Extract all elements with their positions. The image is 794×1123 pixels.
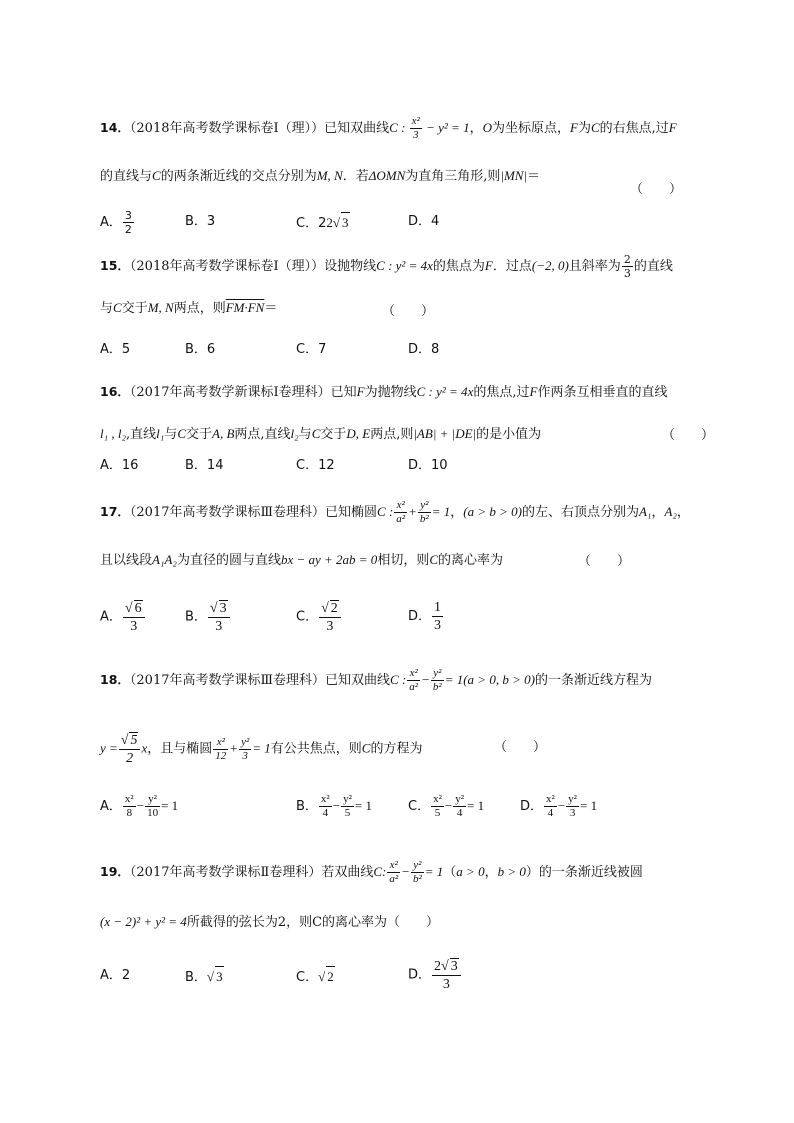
- math-var: C: [590, 120, 600, 135]
- choice-a: A．5: [100, 342, 131, 357]
- fraction: $\frac{√ 2}{3}$: [319, 600, 341, 634]
- text: 两点,则: [370, 427, 414, 442]
- math-expr: b > 0: [497, 864, 526, 879]
- math-var: F: [356, 384, 365, 399]
- text: 交于: [320, 427, 347, 442]
- math-expr: C:: [373, 864, 387, 879]
- text: 两点,直线: [234, 427, 291, 442]
- text: ．过点: [492, 259, 532, 274]
- question-14-line-1: 14．（2018年高考数学课标卷Ⅰ（理））已知双曲线C : $\frac{\text{x²}}{3}$ − y² = 1，O为坐标原点，F为C的右焦点,过F: [100, 115, 677, 141]
- fraction: $\frac{\text{y²}}{\text{b²}}$: [412, 859, 422, 885]
- math-var: F: [529, 384, 538, 399]
- choice-d: D． $\frac{1}{3}$: [408, 600, 442, 633]
- text: 的焦点为: [432, 259, 485, 274]
- fraction: $\frac{3}{2}$: [124, 209, 132, 236]
- text: 交于: [121, 301, 148, 316]
- math-var: A, B: [212, 426, 235, 441]
- text: ．若: [342, 169, 369, 184]
- choice-c: C．22√ 3: [296, 212, 350, 234]
- math-expr: |AB| + |DE|: [413, 426, 477, 441]
- text: 已知双曲线: [325, 673, 391, 688]
- math-var: l₁: [156, 426, 165, 441]
- math-var: C: [361, 740, 371, 756]
- text: 的右焦点,过: [599, 121, 669, 136]
- text: 已知椭圆: [325, 505, 378, 520]
- fraction: $\frac{\text{x²}}{\text{a²}}$: [396, 499, 406, 525]
- fraction: $\frac{\text{x²}}{\text{a²}}$: [389, 859, 399, 885]
- text: 的离心率为: [438, 553, 504, 568]
- text: 的两条渐近线的交点分别为: [160, 169, 317, 184]
- fraction: $\frac{\text{y²}}{4}$: [455, 793, 465, 819]
- text: ，: [469, 121, 483, 136]
- choice-c: C． $\frac{√ 2}{3}$: [296, 600, 342, 634]
- choice-b: B．3: [185, 214, 216, 229]
- text: 相切，则: [377, 553, 430, 568]
- choice-b: B．√ 3: [185, 966, 224, 988]
- math-expr: C : y² = 4x: [376, 258, 433, 273]
- text: 作两条互相垂直的直线: [537, 385, 668, 400]
- math-var: l₂: [290, 426, 299, 441]
- fraction: $\frac{2}{3}$: [623, 253, 631, 280]
- question-source: （2017年高考数学课标Ⅲ卷理科）: [129, 673, 326, 688]
- math-var: F: [570, 120, 578, 135]
- question-source: （2017年高考数学课标Ⅲ卷理科）: [129, 505, 326, 520]
- text: ,直线: [126, 427, 157, 442]
- text: 有公共焦点，则: [270, 741, 362, 757]
- fraction: $\frac{\text{x²}}{4}$: [320, 793, 330, 819]
- fraction: $\frac{√ 5}{2}$: [119, 732, 141, 766]
- text: 交于: [185, 427, 212, 442]
- fraction: $\frac{\text{y²}}{3}$: [241, 735, 250, 762]
- fraction: $\frac{\text{y²}}{5}$: [343, 793, 352, 819]
- question-number: 16．: [100, 384, 130, 399]
- math-expr: (a > b > 0): [463, 504, 522, 519]
- answer-paren: （ ）: [387, 915, 440, 930]
- question-14-line-2: [100, 166, 540, 187]
- math-expr: bx − ay + 2ab = 0: [280, 552, 378, 567]
- text: 为: [577, 121, 591, 136]
- fraction: $\frac{\text{x²}}{\text{a²}}$: [409, 667, 419, 693]
- fraction: $\frac{\text{x²}}{5}$: [433, 793, 442, 819]
- choice-a: A． $\frac{\text{x²}}{8}$ − $\frac{\text{y²}}{10}$ = 1: [100, 793, 179, 819]
- answer-paren: （ ）: [494, 740, 547, 755]
- math-var: D, E: [346, 426, 371, 441]
- text: 已知: [330, 385, 357, 400]
- choice-d: D．10: [408, 458, 448, 473]
- question-number: 19．: [100, 864, 130, 879]
- choice-c: C． $\frac{\text{x²}}{5}$ − $\frac{\text{y²}}{4}$ = 1: [408, 793, 485, 819]
- math-var: A₁A₂: [152, 552, 177, 567]
- question-19-line-1: 19．（2017年高考数学课标Ⅱ卷理科）若双曲线C: $\frac{\text{x²}}{\text{a²}}$ − $\frac{\text{y²}}{\text{b²}}$ = 1（a > 0，b > 0）的一条渐近线被圆: [100, 859, 643, 885]
- math-expr: C :: [390, 672, 407, 687]
- question-number: 18．: [100, 672, 130, 687]
- answer-paren: （ ）: [662, 428, 715, 443]
- question-16-line-1: [100, 382, 667, 403]
- question-number: 17．: [100, 504, 130, 519]
- answer-paren: （ ）: [578, 554, 631, 569]
- question-17-line-1: 17．（2017年高考数学课标Ⅲ卷理科）已知椭圆C : $\frac{\text{x²}}{\text{a²}}$ + $\frac{\text{y²}}{\text{b²}}$ = 1，(a > b > 0)的左、右顶点分别为A₁，A₂，: [100, 499, 690, 525]
- text: 与: [164, 427, 178, 442]
- question-16-line-2: [100, 424, 541, 445]
- choice-c: C．12: [296, 458, 335, 473]
- math-expr: = 1(a > 0, b > 0): [444, 672, 535, 687]
- math-var: O: [482, 120, 492, 135]
- fraction: $\frac{2√ 3}{3}$: [432, 958, 461, 992]
- text: ，: [651, 505, 665, 520]
- text: 已知双曲线: [324, 121, 390, 136]
- text: ，: [450, 505, 464, 520]
- text: 的直线与: [100, 169, 153, 184]
- fraction: $\frac{\text{x²}}{12}$: [215, 735, 227, 762]
- fraction: $\frac{\text{x²}}{8}$: [124, 793, 134, 819]
- math-expr: (−2, 0): [531, 258, 569, 273]
- text: ＝: [527, 169, 541, 184]
- math-var: x: [141, 740, 148, 756]
- text: 的焦点,过: [473, 385, 530, 400]
- text: （: [443, 865, 457, 880]
- fraction: $\frac{\text{y²}}{\text{b²}}$: [432, 667, 442, 693]
- question-15-line-1: [100, 254, 673, 279]
- math-expr: C :: [377, 504, 394, 519]
- fraction: $\frac{\text{y²}}{10}$: [147, 793, 159, 819]
- math-var: ΔOMN: [368, 168, 406, 183]
- math-var: M, N: [316, 168, 343, 183]
- question-source: （2018年高考数学课标卷Ⅰ（理））: [129, 121, 325, 136]
- choice-c: C．7: [296, 342, 327, 357]
- fraction: $\frac{\text{y²}}{3}$: [568, 793, 577, 819]
- question-18-line-1: 18．（2017年高考数学课标Ⅲ卷理科）已知双曲线C : $\frac{\text{x²}}{\text{a²}}$ − $\frac{\text{y²}}{\text{b²}}$ = 1(a > 0, b > 0)的一条渐近线方程为: [100, 667, 652, 693]
- fraction: $\frac{√ 3}{3}$: [208, 600, 230, 634]
- choice-d: D．8: [408, 342, 440, 357]
- choice-c: C．√ 2: [296, 966, 335, 988]
- math-expr: = 1: [424, 864, 444, 879]
- choice-d: D．4: [408, 214, 440, 229]
- choice-d: D． $\frac{2√ 3}{3}$: [408, 958, 462, 992]
- math-var: F: [668, 120, 677, 135]
- fraction: $\frac{\text{x²}}{3}$: [411, 115, 420, 141]
- math-var: M, N: [147, 300, 174, 315]
- math-expr: (x − 2)² + y² = 4: [100, 914, 187, 929]
- math-var: C: [177, 426, 186, 441]
- question-source: （2017年高考数学新课标Ⅰ卷理科）: [129, 385, 331, 400]
- fraction: $\frac{\text{y²}}{\text{b²}}$: [419, 499, 429, 525]
- question-17-line-2: [100, 550, 503, 571]
- math-var: A₂: [664, 504, 677, 519]
- question-number: 15．: [100, 258, 130, 273]
- math-var: l₁ , l₂: [100, 426, 127, 441]
- math-expr: − y² = 1: [422, 120, 470, 135]
- question-19-line-2: [100, 912, 439, 933]
- math-var: C: [152, 168, 161, 183]
- text: 设抛物线: [324, 259, 377, 274]
- choice-b: B．6: [185, 342, 216, 357]
- text: 且斜率为: [568, 259, 621, 274]
- choice-d: D． $\frac{\text{x²}}{4}$ − $\frac{\text{y²}}{3}$ = 1: [520, 793, 598, 819]
- text: 与: [298, 427, 312, 442]
- choice-a: A．16: [100, 458, 139, 473]
- choice-a: A． $\frac{√ 6}{3}$: [100, 600, 146, 634]
- math-expr: = 1: [431, 504, 451, 519]
- math-var: C: [311, 426, 321, 441]
- math-expr: = 1: [252, 740, 271, 756]
- text: ，且与椭圆: [147, 741, 213, 757]
- answer-paren: （ ）: [630, 182, 683, 197]
- choice-b: B． $\frac{√ 3}{3}$: [185, 600, 231, 634]
- fraction: $\frac{\text{x²}}{4}$: [546, 793, 555, 819]
- text: ，: [676, 505, 690, 520]
- text: 的左、右顶点分别为: [521, 505, 639, 520]
- answer-paren: （ ）: [382, 304, 435, 319]
- text: 为直径的圆与直线: [176, 553, 281, 568]
- math-var: F: [484, 258, 493, 273]
- text: 且以线段: [100, 553, 153, 568]
- math-expr: FM·FN: [225, 300, 265, 315]
- text: 的是小值为: [476, 427, 542, 442]
- text: 所截得的弦长为2，则C的离心率为: [186, 915, 388, 930]
- text: 的一条渐近线方程为: [534, 673, 652, 688]
- text: 与: [100, 301, 114, 316]
- question-15-line-2: [100, 298, 277, 319]
- text: 为直角三角形,则: [405, 169, 501, 184]
- fraction: $\frac{1}{3}$: [434, 600, 442, 633]
- math-var: A₁: [638, 504, 652, 519]
- math-expr: C : y² = 4x: [416, 384, 474, 399]
- choice-a: A．2: [100, 968, 131, 983]
- math-expr: y =: [100, 740, 118, 756]
- math-expr: |MN|: [500, 168, 528, 183]
- math-var: C: [389, 120, 398, 135]
- text: 的直线: [633, 259, 673, 274]
- text: 为坐标原点，: [491, 121, 570, 136]
- text: 若双曲线: [321, 865, 374, 880]
- math-var: C: [429, 552, 438, 567]
- text: 的方程为: [370, 741, 423, 757]
- choice-b: B．14: [185, 458, 224, 473]
- text: 为抛物线: [364, 385, 417, 400]
- text: ）的一条渐近线被圆: [525, 865, 643, 880]
- text: ，: [484, 865, 498, 880]
- question-source: （2018年高考数学课标卷Ⅰ（理））: [129, 259, 325, 274]
- question-number: 14．: [100, 120, 130, 135]
- text: 两点，则: [173, 301, 226, 316]
- math-var: C: [113, 300, 122, 315]
- text: ＝: [264, 301, 278, 316]
- choice-a: A． $\frac{3}{2}$: [100, 209, 132, 236]
- fraction: $\frac{√ 6}{3}$: [123, 600, 145, 634]
- math-expr: a > 0: [456, 864, 485, 879]
- choice-b: B． $\frac{\text{x²}}{4}$ − $\frac{\text{y²}}{5}$ = 1: [296, 793, 372, 819]
- question-18-line-2: y = $\frac{√ 5}{2}$ x，且与椭圆 $\frac{\text{x²}}{12}$ + $\frac{\text{y²}}{3}$ = 1有公共焦点，则C的方程为: [100, 733, 423, 766]
- question-source: （2017年高考数学课标Ⅱ卷理科）: [129, 865, 322, 880]
